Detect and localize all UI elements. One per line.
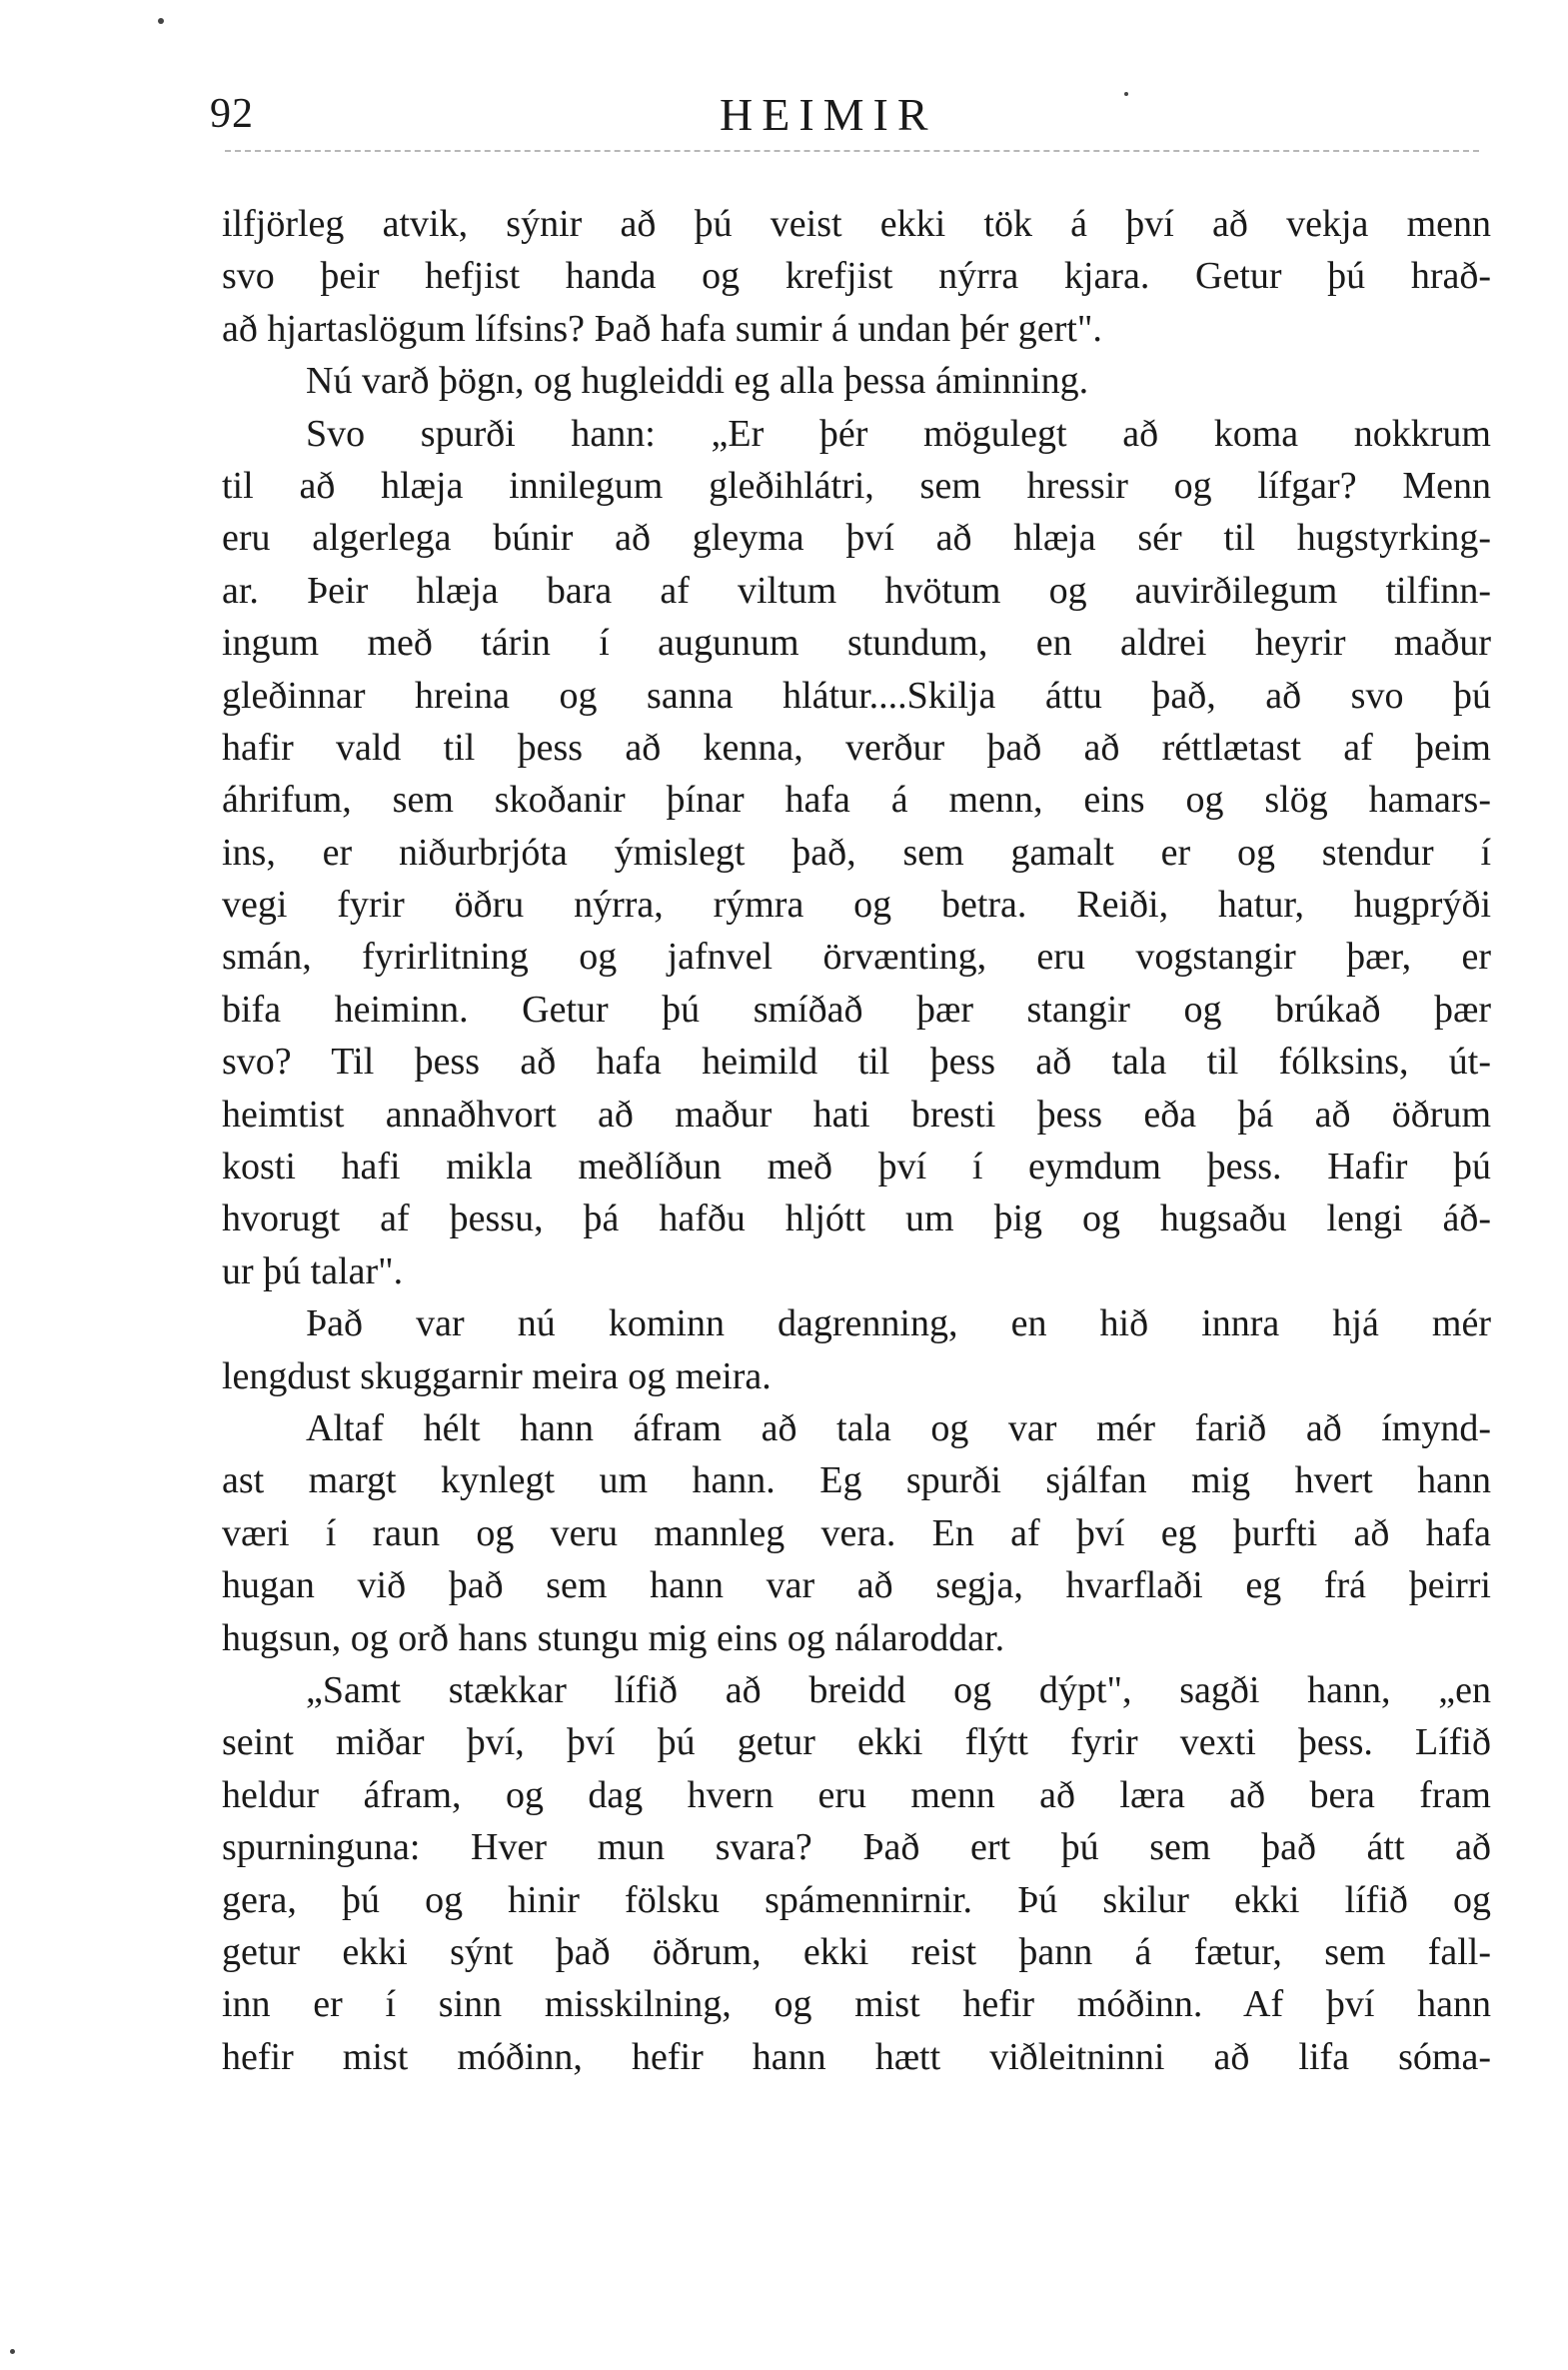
running-head: HEIMIR [720, 89, 937, 140]
text-line: hugsun, og orð hans stungu mig eins og nálaroddar. [222, 1616, 1005, 1659]
text-line: Það var nú kominn dagrenning, en hið innra hjá mér [306, 1302, 1491, 1345]
text-line: inn er í sinn misskilning, og mist hefir móðinn. Af því hann [222, 1983, 1491, 2026]
text-line: væri í raun og veru mannleg vera. En af því eg þurfti að hafa [222, 1511, 1491, 1554]
text-line: svo? Til þess að hafa heimild til þess að tala til fólksins, út- [222, 1041, 1491, 1084]
text-line: ar. Þeir hlæja bara af viltum hvötum og auvirðilegum tilfinn- [222, 569, 1491, 612]
text-line: ur þú talar". [222, 1249, 404, 1292]
text-line: „Samt stækkar lífið að breidd og dýpt", sagði hann, „en [306, 1668, 1491, 1711]
text-line: Altaf hélt hann áfram að tala og var mér farið að ímynd- [306, 1406, 1491, 1449]
text-line: áhrifum, sem skoðanir þínar hafa á menn, eins og slög hamars- [222, 779, 1491, 822]
text-line: lengdust skuggarnir meira og meira. [222, 1354, 772, 1397]
text-line: Nú varð þögn, og hugleiddi eg alla þessa áminning. [306, 360, 1089, 403]
text-line: ins, er niðurbrjóta ýmislegt það, sem gamalt er og stendur í [222, 831, 1491, 874]
body-text [222, 198, 1491, 2083]
text-line: til að hlæja innilegum gleðihlátri, sem hressir og lífgar? Menn [222, 464, 1491, 507]
text-line: heldur áfram, og dag hvern eru menn að læra að bera fram [222, 1773, 1491, 1816]
text-line: ilfjörleg atvik, sýnir að þú veist ekki tök á því að vekja menn [222, 203, 1491, 245]
scan-speck [10, 2349, 15, 2354]
text-line: gleðinnar hreina og sanna hlátur....Skilja áttu það, að svo þú [222, 674, 1491, 717]
text-line: hefir mist móðinn, hefir hann hætt viðleitninni að lifa sóma- [222, 2035, 1491, 2078]
text-line: Svo spurði hann: „Er þér mögulegt að koma nokkrum [306, 412, 1491, 455]
header-rule [225, 150, 1479, 152]
text-line: getur ekki sýnt það öðrum, ekki reist þann á fætur, sem fall- [222, 1930, 1491, 1973]
text-line: spurninguna: Hver mun svara? Það ert þú sem það átt að [222, 1826, 1491, 1869]
scan-speck [1124, 92, 1128, 96]
text-line: hvorugt af þessu, þá hafðu hljótt um þig og hugsaðu lengi áð- [222, 1197, 1491, 1240]
text-line: smán, fyrirlitning og jafnvel örvænting, eru vogstangir þær, er [222, 936, 1491, 979]
text-line: kosti hafi mikla meðlíðun með því í eymdum þess. Hafir þú [222, 1146, 1491, 1188]
text-line: ast margt kynlegt um hann. Eg spurði sjálfan mig hvert hann [222, 1459, 1491, 1502]
text-line: svo þeir hefjist handa og krefjist nýrra kjara. Getur þú hrað- [222, 255, 1491, 298]
scan-speck [158, 18, 164, 24]
text-line: hugan við það sem hann var að segja, hvarflaði eg frá þeirri [222, 1564, 1491, 1607]
text-line: eru algerlega búnir að gleyma því að hlæja sér til hugstyrking- [222, 517, 1491, 560]
text-line: hafir vald til þess að kenna, verður það að réttlætast af þeim [222, 726, 1491, 769]
text-line: seint miðar því, því þú getur ekki flýtt fyrir vexti þess. Lífið [222, 1721, 1491, 1764]
text-line: vegi fyrir öðru nýrra, rýmra og betra. Reiði, hatur, hugprýði [222, 884, 1491, 927]
text-line: ingum með tárin í augunum stundum, en aldrei heyrir maður [222, 622, 1491, 665]
text-line: að hjartaslögum lífsins? Það hafa sumir á undan þér gert". [222, 307, 1102, 350]
text-line: bifa heiminn. Getur þú smíðað þær stangir og brúkað þær [222, 988, 1491, 1031]
page-number: 92 [210, 91, 254, 137]
text-line: heimtist annaðhvort að maður hati bresti þess eða þá að öðrum [222, 1093, 1491, 1136]
text-line: gera, þú og hinir fölsku spámennirnir. Þú skilur ekki lífið og [222, 1878, 1491, 1921]
